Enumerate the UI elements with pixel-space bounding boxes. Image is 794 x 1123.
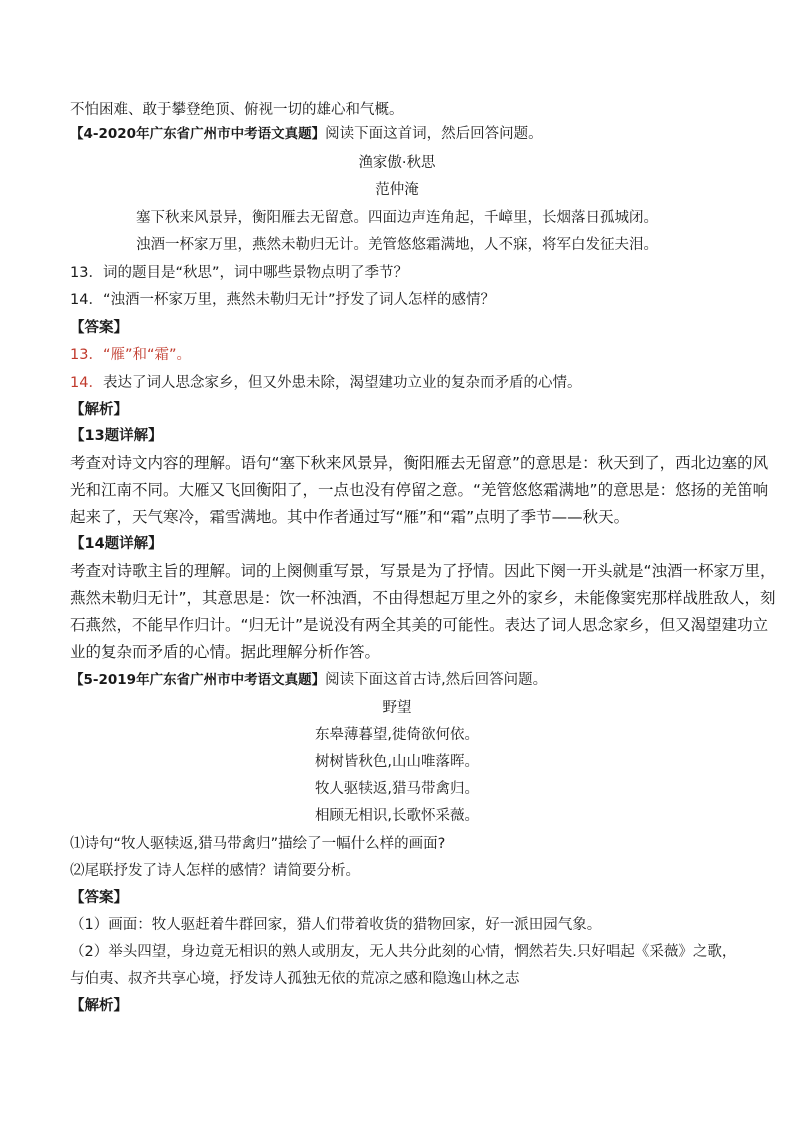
answer-label: 【答案】 bbox=[70, 320, 128, 336]
analysis-label: 【解析】 bbox=[70, 402, 128, 418]
detail-14-line: 考查对诗歌主旨的理解。词的上阕侧重写景，写景是为了抒情。因此下阕一开头就是“浊酒一杯家万里， bbox=[70, 562, 776, 580]
answer-13: 13．“雁”和“霜”。 bbox=[70, 347, 191, 363]
detail-label-14: 【14题详解】 bbox=[70, 536, 163, 552]
analysis-label: 【解析】 bbox=[70, 998, 128, 1014]
question-source: 【5-2019年广东省广州市中考语文真题】 bbox=[70, 672, 326, 688]
detail-13-line: 光和江南不同。大雁又飞回衡阳了，一点也没有停留之意。“羌管悠悠霜满地”的意思是：悠扬的羌笛响 bbox=[70, 481, 769, 499]
question-source: 【4-2020年广东省广州市中考语文真题】 bbox=[70, 126, 326, 142]
detail-13-line: 考查对诗文内容的理解。语句“塞下秋来风景异，衡阳雁去无留意”的意思是：秋天到了，西北边塞的风 bbox=[70, 454, 769, 472]
poem-line: 塞下秋来风景异，衡阳雁去无留意。四面边声连角起，千嶂里，长烟落日孤城闭。 bbox=[136, 210, 658, 226]
detail-13-line: 起来了，天气寒冷，霜雪满地。其中作者通过写“雁”和“霜”点明了季节——秋天。 bbox=[70, 508, 630, 526]
paragraph-line: 不怕困难、敢于攀登绝顶、俯视一切的雄心和气概。 bbox=[70, 102, 404, 118]
answer-2-line: （2）举头四望，身边竟无相识的熟人或朋友，无人共分此刻的心情，惘然若失.只好唱起《采薇》之歌， bbox=[70, 944, 737, 960]
answer-14: 14．表达了词人思念家乡，但又外患未除，渴望建功立业的复杂而矛盾的心情。 bbox=[70, 375, 582, 391]
detail-14-line: 石燕然，不能早作归计。“归无计”是说没有两全其美的可能性。表达了词人思念家乡，但又渴望建功立 bbox=[70, 616, 769, 634]
question-intro: 阅读下面这首词，然后回答问题。 bbox=[325, 126, 543, 142]
question-header bbox=[70, 668, 547, 689]
question-header bbox=[70, 122, 543, 143]
question-intro: 阅读下面这首古诗,然后回答问题。 bbox=[325, 672, 548, 688]
poem-line: 浊酒一杯家万里，燕然未勒归无计。羌管悠悠霜满地，人不寐，将军白发征夫泪。 bbox=[136, 237, 658, 253]
detail-14-line: 业的复杂而矛盾的心情。据此理解分析作答。 bbox=[70, 643, 381, 661]
poem-line: 牧人驱犊返,猎马带禽归。 bbox=[314, 781, 480, 797]
question-2: ⑵尾联抒发了诗人怎样的感情？请简要分析。 bbox=[70, 863, 360, 879]
question-13: 13．词的题目是“秋思”，词中哪些景物点明了季节？ bbox=[70, 265, 408, 281]
question-1: ⑴诗句“牧人驱犊返,猎马带禽归”描绘了一幅什么样的画面? bbox=[70, 836, 446, 852]
poem-line: 东皋薄暮望,徙倚欲何依。 bbox=[314, 727, 480, 743]
answer-label: 【答案】 bbox=[70, 890, 128, 906]
detail-14-line: 燕然未勒归无计”，其意思是：饮一杯浊酒，不由得想起万里之外的家乡，未能像窦宪那样战胜敌人，刻 bbox=[70, 589, 776, 607]
poem-author: 范仲淹 bbox=[375, 182, 419, 198]
answer-2-line: 与伯夷、叔齐共享心境，抒发诗人孤独无依的荒凉之感和隐逸山林之志 bbox=[70, 971, 520, 987]
poem-line: 相顾无相识,长歌怀采薇。 bbox=[314, 808, 480, 824]
poem-line: 树树皆秋色,山山唯落晖。 bbox=[314, 754, 480, 770]
detail-label-13: 【13题详解】 bbox=[70, 428, 163, 444]
answer-14-text: 表达了词人思念家乡，但又外患未除，渴望建功立业的复杂而矛盾的心情。 bbox=[102, 375, 582, 391]
question-14: 14．“浊酒一杯家万里，燕然未勒归无计”抒发了词人怎样的感情？ bbox=[70, 292, 495, 308]
poem-title: 渔家傲·秋思 bbox=[358, 155, 436, 171]
answer-1: （1）画面：牧人驱赶着牛群回家，猎人们带着收货的猎物回家，好一派田园气象。 bbox=[70, 917, 602, 933]
poem-title: 野望 bbox=[382, 700, 412, 716]
